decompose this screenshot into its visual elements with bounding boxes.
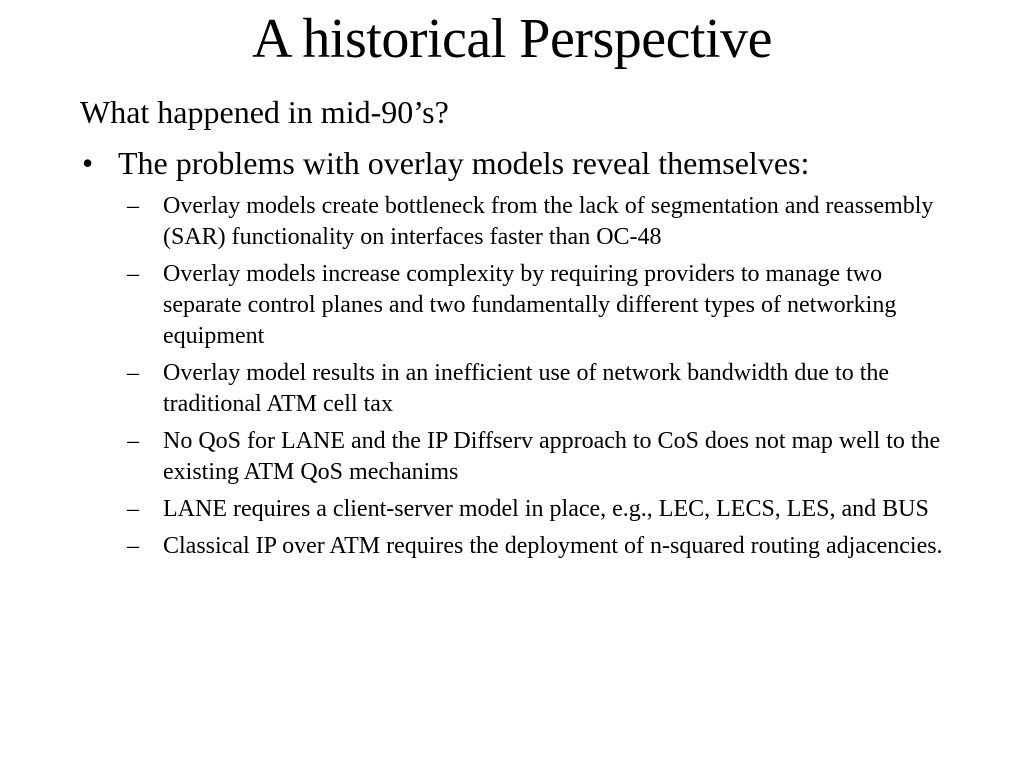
bullet-marker: • <box>82 145 94 181</box>
sub-bullet-text: Overlay models create bottleneck from the lack of segmentation and reassembly (SAR) functionality on interfaces faster than OC-48 <box>163 193 934 250</box>
bullet-item <box>80 145 960 562</box>
intro-line: What happened in mid-90’s? <box>80 94 449 130</box>
sub-bullet-item <box>118 259 963 352</box>
dash-marker: – <box>127 496 139 522</box>
slide-title: A historical Perspective <box>252 8 772 70</box>
sub-bullet-item <box>118 358 963 420</box>
sub-bullet-list <box>118 191 960 562</box>
sub-bullet-item <box>118 531 963 562</box>
dash-marker: – <box>127 533 139 559</box>
sub-bullet-text: Classical IP over ATM requires the deployment of n-squared routing adjacencies. <box>163 533 943 559</box>
dash-marker: – <box>127 193 139 219</box>
sub-bullet-text: Overlay models increase complexity by requiring providers to manage two separate control planes and two fundamentally different types of networking equipment <box>163 261 897 349</box>
bullet-text: The problems with overlay models reveal themselves: <box>118 145 810 181</box>
bullet-list <box>80 145 960 568</box>
dash-marker: – <box>127 360 139 386</box>
sub-bullet-text: LANE requires a client-server model in place, e.g., LEC, LECS, LES, and BUS <box>163 496 929 522</box>
sub-bullet-item <box>118 426 963 488</box>
dash-marker: – <box>127 261 139 287</box>
sub-bullet-text: No QoS for LANE and the IP Diffserv approach to CoS does not map well to the existing ATM QoS mechanims <box>163 428 941 485</box>
sub-bullet-item <box>118 494 963 525</box>
sub-bullet-item <box>118 191 963 253</box>
dash-marker: – <box>127 428 139 454</box>
sub-bullet-text: Overlay model results in an inefficient use of network bandwidth due to the traditional ATM cell tax <box>163 360 890 417</box>
